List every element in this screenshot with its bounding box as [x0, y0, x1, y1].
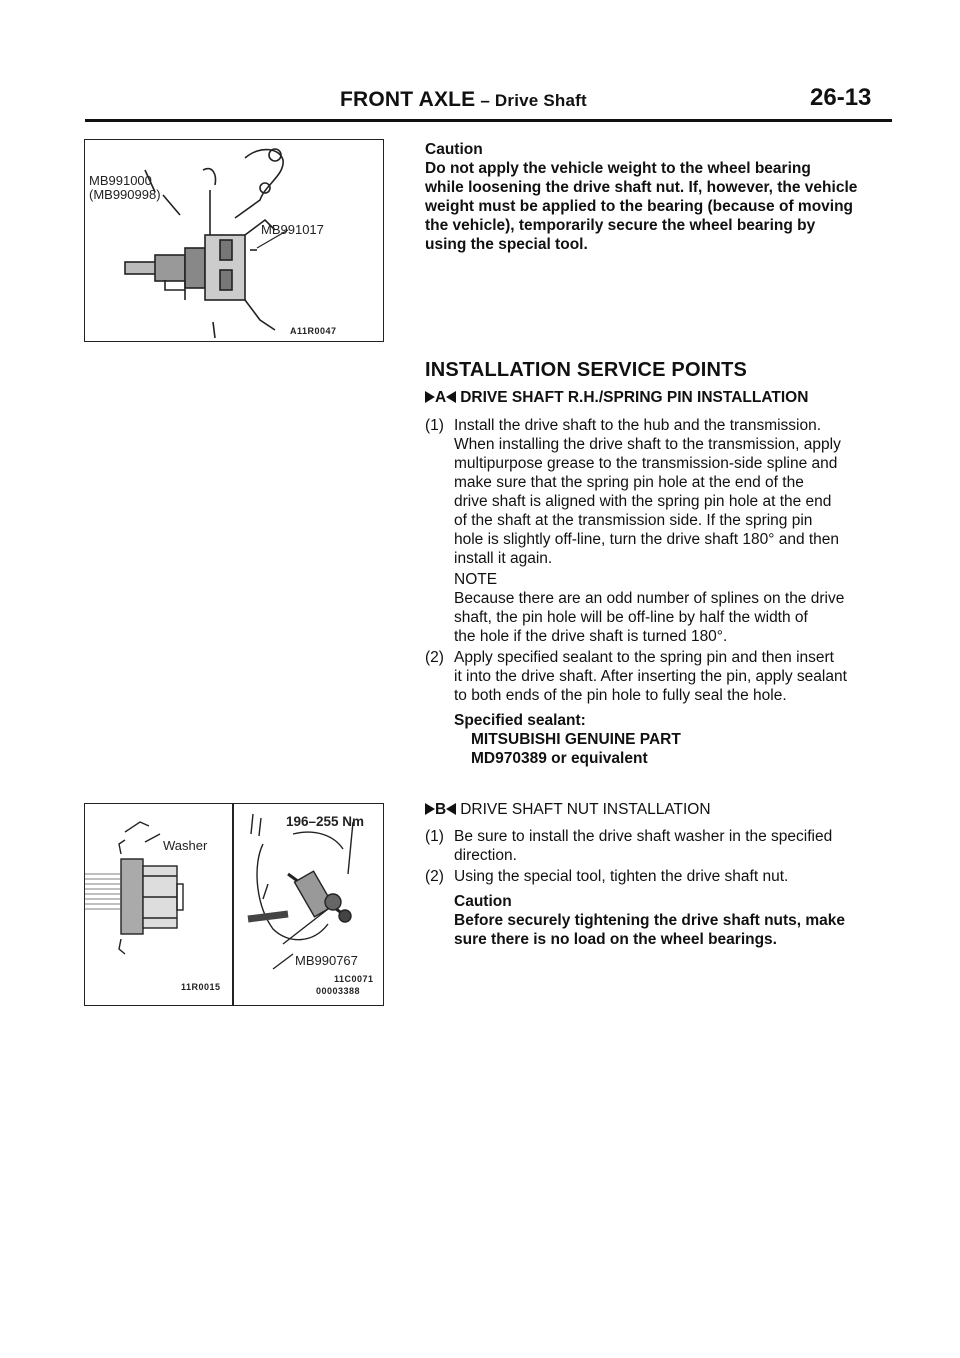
figure-code: A11R0047: [290, 326, 337, 336]
step-line: Apply specified sealant to the spring pin and then insert: [454, 649, 834, 666]
caution-line: Do not apply the vehicle weight to the wheel bearing: [425, 160, 811, 177]
subsection-a-title: DRIVE SHAFT R.H./SPRING PIN INSTALLATION: [460, 389, 809, 406]
caution-line: while loosening the drive shaft nut. If, however, the vehicle: [425, 179, 858, 196]
figure-special-tool-hub: [84, 139, 384, 342]
step-line: Be sure to install the drive shaft washer in the specified: [454, 828, 833, 845]
step-line: make sure that the spring pin hole at the end of the: [454, 474, 804, 491]
step-line: hole is slightly off-line, turn the drive shaft 180° and then: [454, 531, 840, 548]
step-line: direction.: [454, 847, 517, 864]
washer-label: Washer: [163, 838, 208, 853]
step-b1: [425, 827, 885, 865]
tool-label-mb990998: (MB990998): [89, 187, 161, 202]
caution-line: weight must be applied to the bearing (because of moving: [425, 198, 854, 215]
step-a1: [425, 416, 885, 568]
sealant-heading: Specified sealant:: [454, 712, 586, 729]
step-b2: [425, 867, 885, 886]
caution-heading: Caution: [454, 893, 512, 910]
title-separator: –: [475, 91, 495, 110]
header-rule: [85, 119, 892, 122]
subsection-a-heading: [425, 389, 808, 407]
tool-label-mb991017: MB991017: [261, 222, 324, 237]
title-sub: Drive Shaft: [494, 91, 587, 110]
page-title: [340, 88, 587, 112]
subsection-b-title: DRIVE SHAFT NUT INSTALLATION: [460, 801, 711, 818]
step-line: multipurpose grease to the transmission-side spline and: [454, 455, 838, 472]
step-line: drive shaft is aligned with the spring pin hole at the end: [454, 493, 832, 510]
note-block: [454, 570, 884, 646]
caution-line: the vehicle), temporarily secure the wheel bearing by: [425, 217, 816, 234]
caution-heading: Caution: [425, 141, 483, 158]
step-line: Install the drive shaft to the hub and the transmission.: [454, 417, 822, 434]
left-figure-code: 11R0015: [181, 982, 221, 992]
subsection-b-letter: B: [435, 801, 447, 818]
right-figure-code-1: 11C0071: [334, 974, 374, 984]
figure-drive-shaft-nut: [84, 803, 384, 1006]
sealant-spec: [454, 711, 884, 768]
right-figure-code-2: 00003388: [316, 986, 361, 996]
caution-block: [425, 140, 885, 254]
sealant-part: MITSUBISHI GENUINE PART: [471, 731, 681, 748]
note-line: the hole if the drive shaft is turned 180°.: [454, 628, 728, 645]
step-number: (2): [425, 868, 444, 885]
step-number: (1): [425, 417, 444, 434]
arrow-right-icon: [425, 803, 435, 815]
section-title: INSTALLATION SERVICE POINTS: [425, 359, 748, 381]
caution-line: Before securely tightening the drive shaft nuts, make: [454, 912, 846, 929]
page-number: 26-13: [810, 84, 872, 111]
step-a2: [425, 648, 885, 705]
subsection-a-letter: A: [435, 389, 447, 406]
subsection-b-heading: [425, 801, 711, 819]
step-line: install it again.: [454, 550, 553, 567]
step-number: (2): [425, 649, 444, 666]
arrow-left-icon: [446, 391, 456, 403]
note-heading: NOTE: [454, 571, 498, 588]
arrow-right-icon: [425, 391, 435, 403]
caution-line: sure there is no load on the wheel bearings.: [454, 931, 777, 948]
note-line: Because there are an odd number of splines on the drive: [454, 590, 845, 607]
tool-label-mb990767: MB990767: [295, 953, 358, 968]
sealant-number: MD970389 or equivalent: [471, 750, 648, 767]
arrow-left-icon: [446, 803, 456, 815]
step-line: it into the drive shaft. After inserting the pin, apply sealant: [454, 668, 847, 685]
torque-spec: 196–255 Nm: [286, 814, 365, 829]
title-main: FRONT AXLE: [340, 88, 476, 111]
step-line: to both ends of the pin hole to fully seal the hole.: [454, 687, 787, 704]
tool-label-mb991000: MB991000: [89, 173, 152, 188]
hub-tool-illustration: [85, 140, 383, 341]
step-number: (1): [425, 828, 444, 845]
caution-line: using the special tool.: [425, 236, 588, 253]
washer-nut-illustration: [85, 804, 232, 1005]
caution-b-block: [454, 892, 884, 949]
step-line: of the shaft at the transmission side. If the spring pin: [454, 512, 813, 529]
note-line: shaft, the pin hole will be off-line by half the width of: [454, 609, 808, 626]
step-line: Using the special tool, tighten the drive shaft nut.: [454, 868, 789, 885]
step-line: When installing the drive shaft to the transmission, apply: [454, 436, 841, 453]
